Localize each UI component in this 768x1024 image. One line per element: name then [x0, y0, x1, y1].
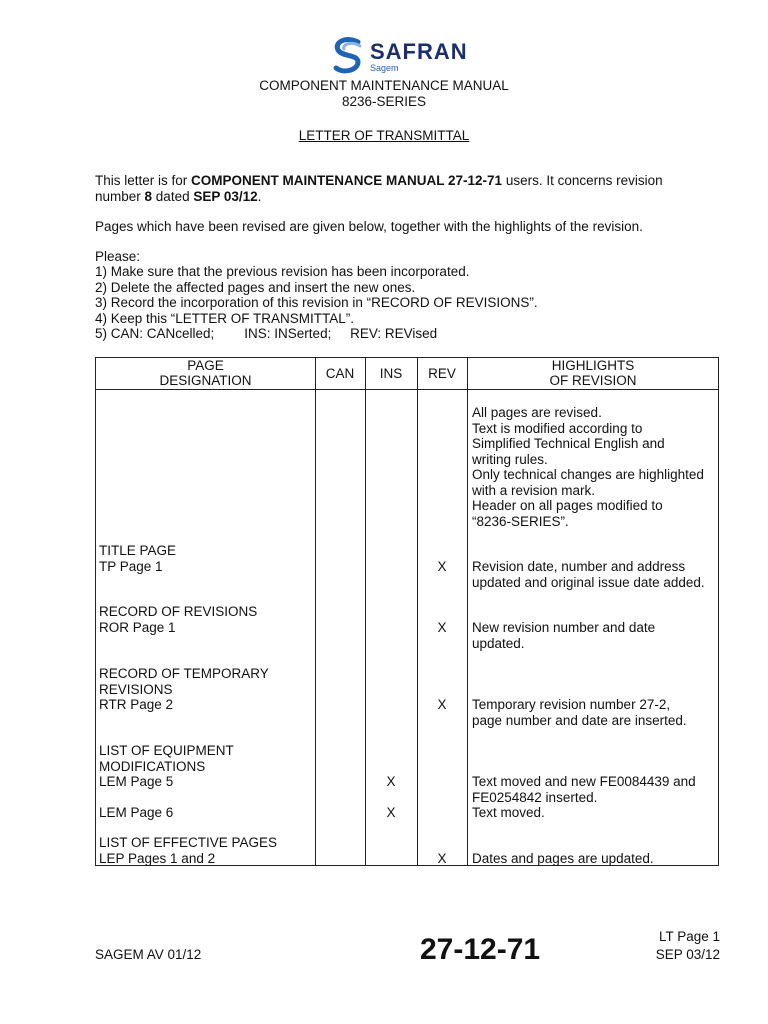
ins-mark: X — [386, 805, 396, 820]
footer-manual-code: 27-12-71 — [420, 933, 541, 966]
page-designation: LEM Page 6 — [99, 805, 174, 820]
header-rev: REV — [428, 366, 456, 381]
safran-swirl-icon — [330, 36, 366, 76]
intro-paragraph: This letter is for COMPONENT MAINTENANCE MANUAL 27-12-71 users. It concerns revision number 8 dated SEP 03/12. — [95, 173, 663, 204]
row-highlight: Dates and pages are updated. — [472, 851, 654, 866]
instruction-item: 4) Keep this “LETTER OF TRANSMITTAL”. — [95, 310, 355, 326]
page-designation: RECORD OF TEMPORARY REVISIONS RTR Page 2 — [99, 666, 269, 712]
brand-name: SAFRAN — [370, 39, 468, 64]
instruction-item: 1) Make sure that the previous revision has been incorporated. — [95, 264, 470, 279]
rev-mark: X — [437, 851, 447, 866]
instruction-list — [95, 264, 538, 342]
page-designation: LIST OF EFFECTIVE PAGES LEP Pages 1 and 2 — [99, 835, 278, 866]
instruction-item: 2) Delete the affected pages and insert the new ones. — [95, 279, 416, 295]
manual-ref: COMPONENT MAINTENANCE MANUAL 27-12-71 — [191, 173, 503, 188]
footer-issuer: SAGEM AV 01/12 — [95, 947, 202, 962]
letter-title: LETTER OF TRANSMITTAL — [298, 128, 470, 143]
instruction-item: 3) Record the incorporation of this revision in “RECORD OF REVISIONS”. — [95, 295, 538, 311]
header-divider — [96, 389, 718, 390]
rev-mark: X — [437, 697, 447, 712]
column-divider — [467, 358, 468, 865]
column-divider — [417, 358, 418, 865]
row-highlight: Text moved and new FE0084439 and FE0254842 inserted. — [472, 774, 696, 805]
general-highlights: All pages are revised. Text is modified according to Simplified Technical English and writing rules. Only technical changes are highlighted with a revision mark. Header on all pages modified to “8236-SERIES”. — [472, 405, 704, 529]
header-highlights: HIGHLIGHTS OF REVISION — [549, 358, 637, 388]
sub-brand: Sagem — [370, 63, 399, 73]
revision-date: SEP 03/12 — [193, 189, 258, 204]
header-page-designation: PAGE DESIGNATION — [159, 358, 252, 388]
please-label: Please: — [95, 249, 141, 264]
rev-mark: X — [437, 620, 447, 635]
footer-page: LT Page 1 — [658, 929, 720, 944]
series: 8236-SERIES — [341, 94, 427, 109]
revision-number: 8 — [144, 189, 153, 204]
ins-mark: X — [386, 774, 396, 789]
doc-type: COMPONENT MAINTENANCE MANUAL — [259, 78, 509, 93]
header-ins: INS — [379, 366, 403, 381]
safran-logo — [330, 36, 490, 80]
row-highlight: Revision date, number and address updated and original issue date added. — [472, 559, 705, 590]
row-highlight: Text moved. — [472, 805, 545, 820]
page-designation: LIST OF EQUIPMENT MODIFICATIONS LEM Page 5 — [99, 743, 234, 789]
footer-date: SEP 03/12 — [655, 947, 720, 962]
header-can: CAN — [325, 366, 355, 381]
rev-mark: X — [437, 559, 447, 574]
page-designation: TITLE PAGE TP Page 1 — [99, 543, 177, 574]
row-highlight: Temporary revision number 27-2, page number and date are inserted. — [472, 697, 687, 728]
page-designation: RECORD OF REVISIONS ROR Page 1 — [99, 604, 258, 635]
revision-table — [95, 357, 719, 866]
footer-page-info — [640, 928, 720, 964]
instruction-item: 5) CAN: CANcelled; INS: INSerted; REV: REVised — [95, 326, 438, 342]
row-highlight: New revision number and date updated. — [472, 620, 656, 651]
column-divider — [315, 358, 316, 865]
revised-pages-note: Pages which have been revised are given below, together with the highlights of the revision. — [95, 219, 643, 234]
